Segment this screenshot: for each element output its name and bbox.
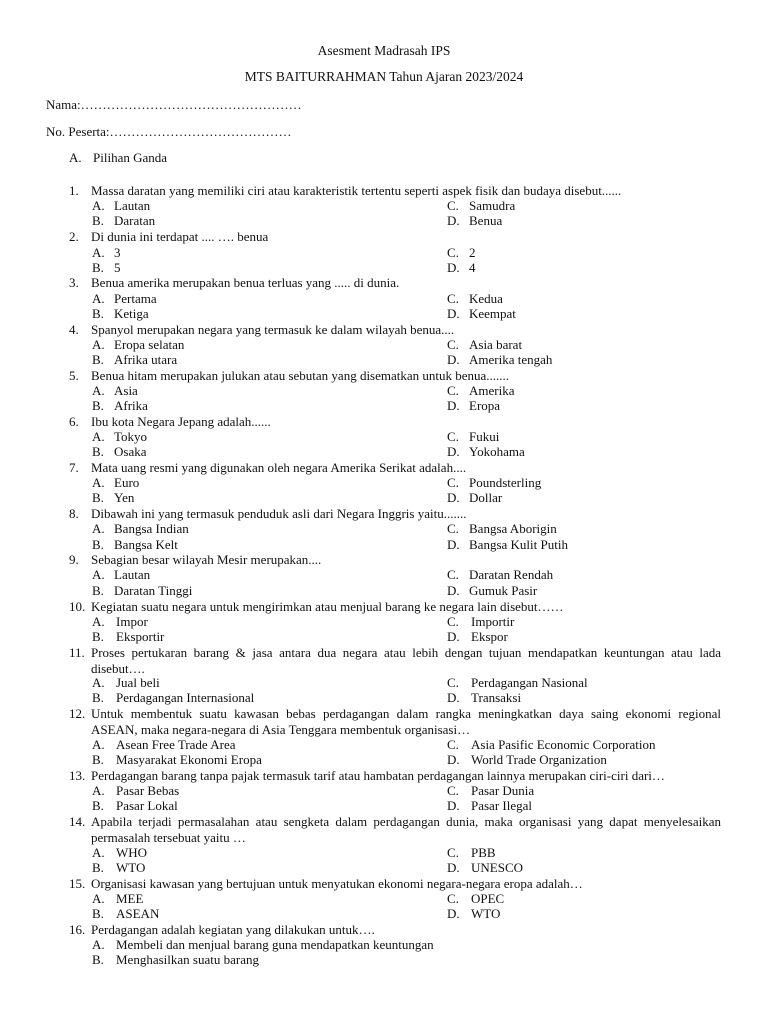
option-text: Tokyo — [114, 429, 148, 444]
option-c — [447, 567, 553, 583]
question-text: Spanyol merupakan negara yang termasuk ke dalam wilayah benua.... — [91, 322, 455, 337]
option-c — [447, 337, 522, 353]
option-letter: B. — [92, 629, 104, 644]
question-number: 13. — [69, 768, 86, 783]
option-letter: D. — [447, 583, 460, 598]
option-a — [92, 383, 138, 399]
question-text: Mata uang resmi yang digunakan oleh negara Amerika Serikat adalah.... — [91, 460, 467, 475]
option-letter: C. — [447, 737, 459, 752]
option-text: Amerika — [469, 383, 515, 398]
option-letter: C. — [447, 337, 459, 352]
option-d — [447, 629, 508, 645]
option-d — [447, 690, 521, 706]
option-text: Lautan — [114, 198, 151, 213]
option-b — [92, 629, 164, 645]
option-c — [447, 383, 514, 399]
option-text: Afrika utara — [114, 352, 178, 367]
option-text: Masyarakat Ekonomi Eropa — [116, 752, 262, 767]
question-number: 4. — [69, 322, 79, 337]
option-text: Pertama — [114, 291, 157, 306]
question-number: 1. — [69, 183, 79, 198]
option-text: Daratan — [114, 213, 156, 228]
option-letter: B. — [92, 260, 104, 275]
option-b — [92, 952, 259, 968]
option-a — [92, 337, 184, 353]
option-d — [447, 860, 523, 876]
option-letter: D. — [447, 213, 460, 228]
option-letter: C. — [447, 614, 459, 629]
option-letter: D. — [447, 444, 460, 459]
option-b — [92, 306, 149, 322]
option-a — [92, 937, 434, 953]
option-a — [92, 245, 121, 261]
option-letter: C. — [447, 475, 459, 490]
option-letter: B. — [92, 860, 104, 875]
option-text: 3 — [114, 245, 121, 260]
option-d — [447, 583, 537, 599]
option-text: Pasar Ilegal — [471, 798, 533, 813]
option-b — [92, 583, 192, 599]
option-a — [92, 429, 147, 445]
question-text: Perdagangan barang tanpa pajak termasuk tarif atau hambatan perdagangan lainnya merupakan ciri-ciri dari… — [91, 768, 665, 783]
option-text: Jual beli — [116, 675, 160, 690]
option-letter: C. — [447, 198, 459, 213]
option-b — [92, 752, 262, 768]
option-text: Impor — [116, 614, 148, 629]
option-letter: D. — [447, 490, 460, 505]
section-title: Pilihan Ganda — [93, 150, 168, 165]
question-text: Untuk membentuk suatu kawasan bebas perdagangan dalam rangka meningkatkan daya saing ekonomi regional ASEAN, maka negara-negara di Asia Tenggara membentuk organisasi… — [91, 706, 721, 737]
option-text: Eropa selatan — [114, 337, 185, 352]
option-letter: A. — [92, 891, 105, 906]
option-letter: B. — [92, 444, 104, 459]
option-b — [92, 260, 121, 276]
option-d — [447, 352, 552, 368]
option-d — [447, 798, 532, 814]
option-letter: A. — [92, 521, 105, 536]
option-text: Bangsa Kulit Putih — [469, 537, 568, 552]
option-letter: C. — [447, 891, 459, 906]
option-letter: B. — [92, 398, 104, 413]
option-d — [447, 490, 502, 506]
option-text: Yen — [114, 490, 135, 505]
section-letter: A. — [69, 150, 82, 165]
option-letter: B. — [92, 952, 104, 967]
option-letter: A. — [92, 198, 105, 213]
option-text: Keempat — [469, 306, 516, 321]
option-text: Bangsa Aborigin — [469, 521, 557, 536]
option-text: ASEAN — [116, 906, 160, 921]
option-text: OPEC — [471, 891, 505, 906]
question-text: Kegiatan suatu negara untuk mengirimkan atau menjual barang ke negara lain disebut…… — [91, 599, 564, 614]
option-a — [92, 891, 143, 907]
option-letter: A. — [92, 291, 105, 306]
question-text: Benua hitam merupakan julukan atau sebutan yang disematkan untuk benua....... — [91, 368, 510, 383]
option-b — [92, 398, 148, 414]
participant-number-field: No. Peserta:…………………………………… — [46, 124, 292, 139]
option-a — [92, 614, 148, 630]
option-c — [447, 291, 503, 307]
option-a — [92, 475, 139, 491]
question-number: 9. — [69, 552, 79, 567]
question-text: Apabila terjadi permasalahan atau sengketa dalam perdagangan dunia, maka organisasi yang dapat menyelesaikan permasalah tersebuat yaitu … — [91, 814, 721, 845]
option-text: 2 — [469, 245, 476, 260]
option-a — [92, 675, 160, 691]
option-letter: D. — [447, 260, 460, 275]
option-letter: B. — [92, 798, 104, 813]
option-letter: C. — [447, 291, 459, 306]
option-d — [447, 306, 516, 322]
option-b — [92, 537, 178, 553]
option-text: Pasar Bebas — [116, 783, 180, 798]
question-number: 3. — [69, 275, 79, 290]
option-a — [92, 737, 236, 753]
option-text: WHO — [116, 845, 148, 860]
option-b — [92, 213, 155, 229]
option-a — [92, 198, 150, 214]
option-letter: A. — [92, 783, 105, 798]
name-field: Nama:…………………………………………… — [46, 97, 302, 112]
option-letter: C. — [447, 383, 459, 398]
question-number: 5. — [69, 368, 79, 383]
option-text: Bangsa Indian — [114, 521, 189, 536]
option-text: WTO — [116, 860, 146, 875]
option-letter: A. — [92, 937, 105, 952]
option-a — [92, 567, 150, 583]
option-a — [92, 521, 189, 537]
option-c — [447, 521, 557, 537]
option-letter: A. — [92, 737, 105, 752]
option-text: Amerika tengah — [469, 352, 553, 367]
option-text: Poundsterling — [469, 475, 542, 490]
option-d — [447, 906, 500, 922]
option-letter: C. — [447, 521, 459, 536]
question-number: 6. — [69, 414, 79, 429]
question-number: 10. — [69, 599, 86, 614]
option-letter: A. — [92, 845, 105, 860]
option-letter: B. — [92, 306, 104, 321]
option-b — [92, 860, 145, 876]
option-a — [92, 845, 147, 861]
option-letter: C. — [447, 845, 459, 860]
option-text: Pasar Lokal — [116, 798, 178, 813]
option-letter: C. — [447, 245, 459, 260]
question-text: Perdagangan adalah kegiatan yang dilakukan untuk…. — [91, 922, 375, 937]
option-letter: C. — [447, 567, 459, 582]
option-text: MEE — [116, 891, 144, 906]
option-d — [447, 537, 568, 553]
option-d — [447, 398, 500, 414]
question-text: Dibawah ini yang termasuk penduduk asli dari Negara Inggris yaitu....... — [91, 506, 467, 521]
question-number: 2. — [69, 229, 79, 244]
option-letter: C. — [447, 429, 459, 444]
option-letter: C. — [447, 675, 459, 690]
option-text: Asia barat — [469, 337, 523, 352]
option-text: Euro — [114, 475, 140, 490]
option-letter: D. — [447, 352, 460, 367]
option-d — [447, 260, 476, 276]
option-text: Fukui — [469, 429, 500, 444]
option-text: Perdagangan Nasional — [471, 675, 588, 690]
question-number: 14. — [69, 814, 86, 829]
option-text: Importir — [471, 614, 515, 629]
question-number: 16. — [69, 922, 86, 937]
option-text: Benua — [469, 213, 503, 228]
option-c — [447, 198, 515, 214]
option-text: Bangsa Kelt — [114, 537, 178, 552]
question-text: Ibu kota Negara Jepang adalah...... — [91, 414, 271, 429]
option-text: Dollar — [469, 490, 503, 505]
option-c — [447, 737, 656, 753]
option-letter: A. — [92, 675, 105, 690]
option-letter: D. — [447, 537, 460, 552]
option-text: Pasar Dunia — [471, 783, 535, 798]
option-text: Samudra — [469, 198, 516, 213]
question-number: 15. — [69, 876, 86, 891]
option-c — [447, 245, 476, 261]
option-c — [447, 429, 499, 445]
option-d — [447, 213, 502, 229]
option-letter: D. — [447, 906, 460, 921]
option-b — [92, 352, 177, 368]
option-c — [447, 475, 541, 491]
option-text: PBB — [471, 845, 496, 860]
option-text: Yokohama — [469, 444, 525, 459]
option-c — [447, 783, 534, 799]
option-letter: B. — [92, 352, 104, 367]
option-text: Ekspor — [471, 629, 508, 644]
question-text: Sebagian besar wilayah Mesir merupakan.... — [91, 552, 322, 567]
option-a — [92, 783, 179, 799]
option-b — [92, 906, 159, 922]
option-letter: A. — [92, 245, 105, 260]
option-text: Perdagangan Internasional — [116, 690, 255, 705]
option-text: Lautan — [114, 567, 151, 582]
option-d — [447, 752, 607, 768]
question-text: Massa daratan yang memiliki ciri atau karakteristik tertentu seperti aspek fisik dan budaya disebut...... — [91, 183, 622, 198]
option-letter: A. — [92, 337, 105, 352]
option-letter: B. — [92, 752, 104, 767]
option-letter: D. — [447, 798, 460, 813]
option-b — [92, 798, 178, 814]
option-text: Daratan Tinggi — [114, 583, 193, 598]
option-letter: A. — [92, 383, 105, 398]
option-letter: A. — [92, 475, 105, 490]
option-text: Kedua — [469, 291, 503, 306]
option-text: World Trade Organization — [471, 752, 607, 767]
option-text: Daratan Rendah — [469, 567, 554, 582]
document-subtitle: MTS BAITURRAHMAN Tahun Ajaran 2023/2024 — [244, 69, 524, 84]
option-text: Asia — [114, 383, 138, 398]
option-c — [447, 891, 504, 907]
option-text: 4 — [469, 260, 476, 275]
option-letter: A. — [92, 614, 105, 629]
option-c — [447, 614, 514, 630]
option-b — [92, 444, 147, 460]
option-a — [92, 291, 157, 307]
option-letter: A. — [92, 567, 105, 582]
question-text: Organisasi kawasan yang bertujuan untuk menyatukan ekonomi negara-negara eropa adalah… — [91, 876, 583, 891]
option-text: Asean Free Trade Area — [116, 737, 236, 752]
question-number: 8. — [69, 506, 79, 521]
option-text: Osaka — [114, 444, 147, 459]
option-d — [447, 444, 525, 460]
option-text: Eksportir — [116, 629, 165, 644]
question-text: Di dunia ini terdapat .... …. benua — [91, 229, 269, 244]
question-text: Proses pertukaran barang & jasa antara dua negara atau lebih dengan tujuan mendapatkan keuntungan atau lada disebut…. — [91, 645, 721, 676]
option-letter: D. — [447, 752, 460, 767]
option-text: Ketiga — [114, 306, 149, 321]
option-text: WTO — [471, 906, 501, 921]
option-b — [92, 490, 134, 506]
question-number: 12. — [69, 706, 86, 721]
option-text: Menghasilkan suatu barang — [116, 952, 259, 967]
option-b — [92, 690, 254, 706]
option-text: Afrika — [114, 398, 148, 413]
question-text: Benua amerika merupakan benua terluas yang ..... di dunia. — [91, 275, 400, 290]
option-text: Eropa — [469, 398, 501, 413]
option-text: Asia Pasific Economic Corporation — [471, 737, 656, 752]
option-text: Transaksi — [471, 690, 522, 705]
option-letter: B. — [92, 583, 104, 598]
option-text: UNESCO — [471, 860, 524, 875]
option-letter: D. — [447, 860, 460, 875]
option-c — [447, 675, 588, 691]
option-letter: D. — [447, 398, 460, 413]
option-text: Gumuk Pasir — [469, 583, 538, 598]
option-letter: D. — [447, 629, 460, 644]
option-letter: B. — [92, 906, 104, 921]
question-number: 7. — [69, 460, 79, 475]
option-text: 5 — [114, 260, 121, 275]
option-letter: B. — [92, 537, 104, 552]
option-letter: D. — [447, 690, 460, 705]
option-letter: D. — [447, 306, 460, 321]
option-text: Membeli dan menjual barang guna mendapatkan keuntungan — [116, 937, 434, 952]
option-letter: B. — [92, 690, 104, 705]
option-letter: C. — [447, 783, 459, 798]
document-title: Asesment Madrasah IPS — [317, 43, 451, 58]
option-letter: B. — [92, 213, 104, 228]
option-letter: B. — [92, 490, 104, 505]
option-letter: A. — [92, 429, 105, 444]
option-c — [447, 845, 496, 861]
question-number: 11. — [69, 645, 85, 660]
